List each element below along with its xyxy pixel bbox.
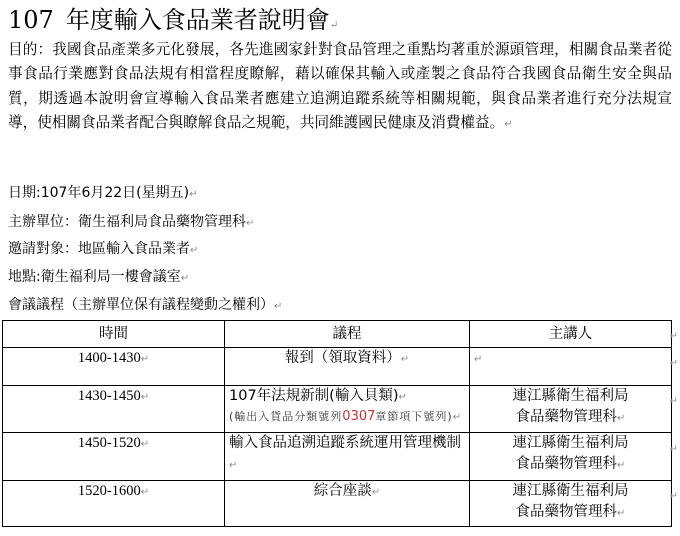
cell-mark-icon: ↵ bbox=[398, 392, 407, 403]
table-row bbox=[3, 481, 672, 527]
organizer-line bbox=[8, 212, 254, 234]
topic-cell bbox=[225, 386, 470, 433]
speaker-dept: 食品藥物管理科 bbox=[515, 456, 618, 472]
topic-cell bbox=[225, 348, 470, 386]
topic-value: 107年法規新制(輸入貝類) bbox=[229, 388, 399, 404]
paragraph-mark-icon: ↵ bbox=[274, 301, 283, 312]
purpose-paragraph bbox=[8, 38, 672, 137]
cell-mark-icon: ↵ bbox=[140, 354, 150, 365]
row-end-mark-icon: ↵ bbox=[669, 396, 678, 407]
cell-mark-icon: ↵ bbox=[229, 460, 238, 471]
header-time: 時間 bbox=[3, 321, 225, 348]
topic-cell bbox=[225, 481, 470, 527]
time-value: 1430-1450 bbox=[77, 388, 141, 404]
paragraph-mark-icon: ↵ bbox=[190, 245, 199, 256]
note-prefix: (輸出入貨品分類號列 bbox=[229, 410, 343, 423]
cell-mark-icon: ↵ bbox=[474, 354, 483, 365]
speaker-org: 連江縣衛生福利局 bbox=[512, 388, 629, 404]
table-row bbox=[3, 386, 672, 433]
header-speaker: 主講人 bbox=[470, 321, 672, 348]
table-header-row bbox=[3, 321, 672, 348]
paragraph-mark-icon: ↵ bbox=[504, 118, 513, 130]
speaker-cell bbox=[470, 386, 672, 433]
agenda-heading-text: 會議議程（主辦單位保有議程變動之權利） bbox=[8, 297, 274, 313]
time-cell bbox=[3, 433, 225, 481]
cell-mark-icon: ↵ bbox=[617, 508, 626, 519]
table-row bbox=[3, 433, 672, 481]
time-cell bbox=[3, 348, 225, 386]
topic-note bbox=[229, 408, 465, 427]
topic-value: 綜合座談 bbox=[313, 483, 372, 499]
invitees-line bbox=[8, 239, 198, 261]
topic-cell bbox=[225, 433, 470, 481]
time-value: 1400-1430 bbox=[77, 350, 141, 366]
row-end-mark-icon: ↵ bbox=[669, 444, 678, 455]
note-highlight: 0307 bbox=[342, 409, 376, 424]
date-text: 日期:107年6月22日(星期五) bbox=[8, 185, 190, 201]
speaker-cell bbox=[470, 481, 672, 527]
speaker-dept-line bbox=[474, 502, 667, 524]
location-line bbox=[8, 267, 189, 289]
agenda-table bbox=[2, 320, 672, 527]
organizer-text: 主辦單位：衛生福利局食品藥物管理科 bbox=[8, 214, 246, 230]
cell-mark-icon: ↵ bbox=[140, 439, 150, 450]
title-year: 107 bbox=[8, 6, 54, 34]
cell-mark-icon: ↵ bbox=[140, 392, 150, 403]
document-title bbox=[8, 4, 668, 42]
cell-mark-icon: ↵ bbox=[140, 487, 150, 498]
paragraph-mark-icon: ↵ bbox=[180, 273, 190, 284]
paragraph-mark-icon: ↵ bbox=[246, 218, 255, 229]
cell-mark-icon: ↵ bbox=[617, 413, 626, 424]
purpose-text: 目的：我國食品產業多元化發展，各先進國家針對食品管理之重點均著重於源頭管理，相關食品業者從事食品行業應對食品法規有相當程度瞭解，藉以確保其輸入或產製之食品符合我國食品衛生安全與品質，期透過本說明會宣導輸入食品業者應建立追溯追蹤系統等相關規範，與食品業者進行充分法規宣導，使相關食品業者配合與瞭解食品之規範，共同維護國民健康及消費權益。 bbox=[8, 41, 672, 131]
paragraph-mark-icon: ↵ bbox=[329, 20, 339, 31]
row-end-mark-icon: ↵ bbox=[669, 358, 678, 369]
time-value: 1520-1600 bbox=[77, 483, 141, 499]
title-text: 年度輸入食品業者說明會 bbox=[65, 6, 330, 34]
speaker-dept-line bbox=[474, 407, 667, 429]
agenda-heading bbox=[8, 295, 282, 317]
time-cell bbox=[3, 481, 225, 527]
time-cell bbox=[3, 386, 225, 433]
speaker-org: 連江縣衛生福利局 bbox=[512, 435, 629, 451]
speaker-cell bbox=[470, 433, 672, 481]
speaker-dept: 食品藥物管理科 bbox=[515, 409, 618, 425]
topic-value: 報到（領取資料） bbox=[284, 350, 401, 366]
date-line bbox=[8, 183, 197, 205]
header-topic: 議程 bbox=[225, 321, 470, 348]
note-suffix: 章節項下號列) bbox=[375, 410, 453, 423]
invitees-text: 邀請對象：地區輸入食品業者 bbox=[8, 241, 190, 257]
speaker-cell bbox=[470, 348, 672, 386]
time-value: 1450-1520 bbox=[77, 435, 141, 451]
speaker-dept-line bbox=[474, 454, 667, 476]
row-end-mark-icon: ↵ bbox=[669, 491, 678, 502]
speaker-org: 連江縣衛生福利局 bbox=[512, 483, 629, 499]
cell-mark-icon: ↵ bbox=[400, 354, 410, 365]
paragraph-mark-icon: ↵ bbox=[189, 189, 198, 200]
topic-value: 輸入食品追溯追蹤系統運用管理機制 bbox=[229, 435, 461, 451]
cell-mark-icon: ↵ bbox=[452, 412, 463, 423]
speaker-dept: 食品藥物管理科 bbox=[515, 504, 618, 520]
cell-mark-icon: ↵ bbox=[617, 460, 626, 471]
table-row bbox=[3, 348, 672, 386]
cell-mark-icon: ↵ bbox=[371, 487, 381, 498]
row-end-mark-icon: ↵ bbox=[669, 331, 678, 342]
location-text: 地點:衛生福利局一樓會議室 bbox=[8, 269, 181, 285]
